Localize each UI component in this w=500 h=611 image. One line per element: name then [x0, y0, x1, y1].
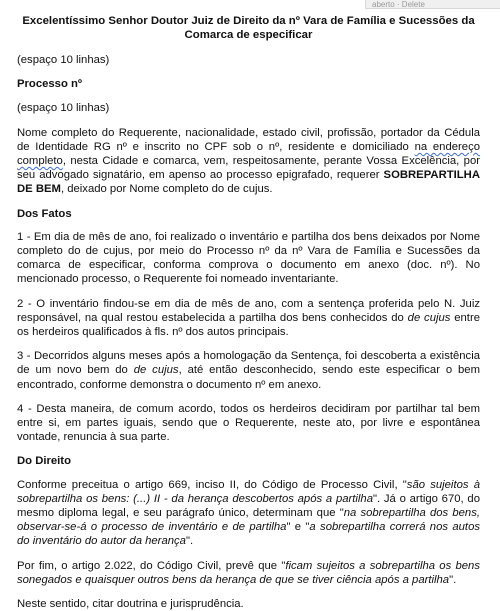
fact-2: 2 - O inventário findou-se em dia de mês de ano, com a sentença proferida pelo N. Juiz responsável, na qual restou estabelecida a partilha dos bens conhecidos do de cujus entre os herdeiros qualificados à fls. nº dos autos principais. — [17, 297, 480, 339]
fact-1: 1 - Em dia de mês de ano, foi realizado o inventário e partilha dos bens deixados por Nome completo do de cujus, por meio do Processo nº da nº Vara de Família e Sucessões da comarca de especificar, conforma comprova o documento em anexo (doc. nº). No mencionado processo, o Requerente foi nomeado inventariante. — [17, 230, 480, 286]
section-heading-direito: Do Direito — [17, 455, 71, 468]
document-heading: Excelentíssimo Senhor Doutor Juiz de Direito da nº Vara de Família e Sucessões da Comarca de especificar — [22, 15, 475, 41]
fact-4: 4 - Desta maneira, de comum acordo, todos os herdeiros decidiram por partilhar tal bem entre si, em partes iguais, sendo que o Requerente, neste ato, por livre e espontânea vontade, renuncia à sua parte. — [17, 402, 480, 444]
toolbar-fragment: aberto · Delete — [365, 0, 500, 9]
section-heading-fatos: Dos Fatos — [17, 207, 72, 220]
processo-label: Processo nº — [17, 78, 83, 91]
document-page — [0, 10, 500, 611]
request-title: SOBREPARTILHA DE BEM — [17, 169, 480, 196]
spellcheck-underline: na endereço completo — [17, 140, 481, 168]
direito-paragraph-2: Por fim, o artigo 2.022, do Código Civil, prevê que "ficam sujeitos a sobrepartilha os bens sonegados e quaisquer outros bens da herança de que se tiver ciência após a partilha". — [17, 559, 480, 586]
direito-paragraph-1: Conforme preceitua o artigo 669, inciso II, do Código de Processo Civil, "são sujeitos à sobrepartilha os bens: (...) II - da herança descobertos após a partilha". Já o artigo 670, do mesmo diploma legal, e seu parágrafo único, determinam que "na sobrepartilha dos bens, observar-se-á o processo de inventário e de partilha" e "a sobrepartilha correrá nos autos do inventário do autor da herança". — [17, 478, 480, 548]
spacing-note: (espaço 10 linhas) — [17, 102, 110, 115]
intro-paragraph: Nome completo do Requerente, nacionalidade, estado civil, profissão, portador da Cédula de Identidade RG nº e inscrito no CPF sob o nº, residente e domiciliado na endereço completo, nesta Cidade e comarca, vem, respeitosamente, perante Vossa Excelência, por seu advogado signatário, em apenso ao processo epigrafado, requerer SOBREPARTILHA DE BEM, deixado por Nome completo do de cujus. — [17, 126, 481, 196]
fact-3: 3 - Decorridos alguns meses após a homologação da Sentença, foi descoberta a existência de um novo bem do de cujus, até então desconhecido, sendo este especificar o bem encontrado, conforme demonstra o documento nº em anexo. — [17, 350, 481, 391]
closing-paragraph: Neste sentido, citar doutrina e jurisprudência. — [17, 598, 244, 611]
spacing-note: (espaço 10 linhas) — [17, 54, 110, 66]
